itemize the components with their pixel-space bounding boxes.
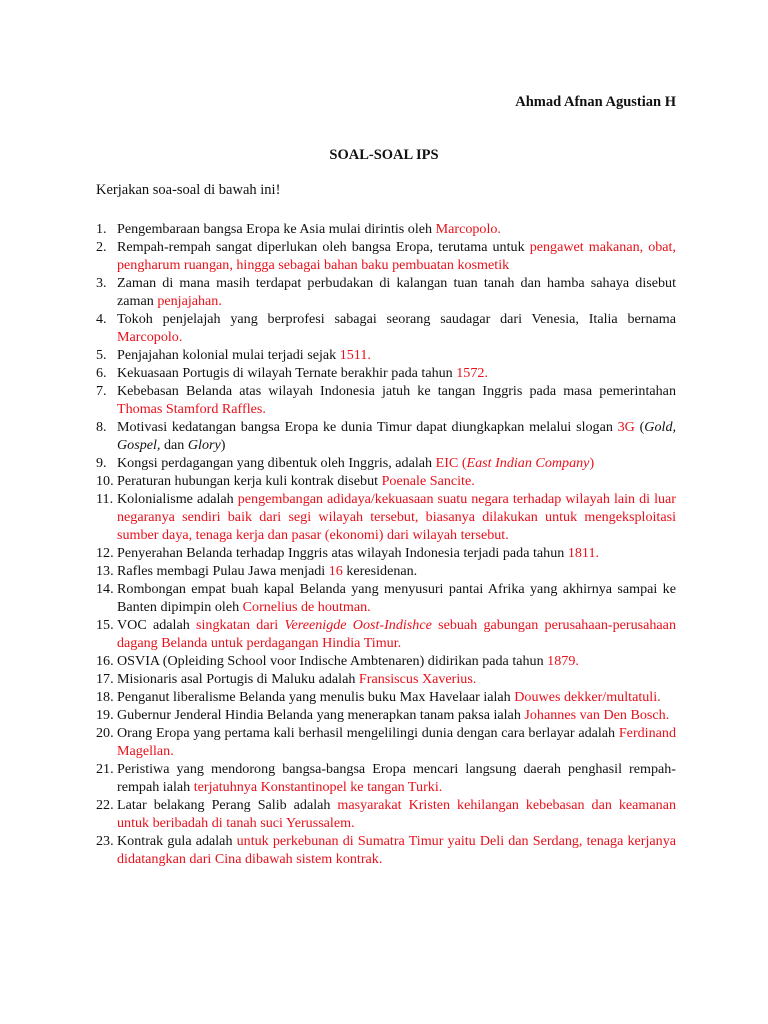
question-number: 18.	[96, 689, 114, 705]
question-item	[96, 616, 676, 652]
answer-text: Poenale Sancite.	[381, 473, 475, 489]
question-item	[96, 418, 676, 454]
question-text: Kongsi perdagangan yang dibentuk oleh Inggris, adalah	[117, 455, 436, 471]
answer-text: Vereenigde Oost-Indishce	[284, 617, 432, 633]
question-number: 23.	[96, 833, 114, 849]
question-item	[96, 688, 676, 706]
answer-text: 1572.	[456, 365, 488, 381]
question-number: 1.	[96, 221, 107, 237]
answer-text: masyarakat Kristen kehilangan kebebasan dan keamanan untuk beribadah di tanah suci Yerussalem.	[117, 797, 676, 831]
question-item	[96, 364, 676, 382]
question-text: Glory	[187, 437, 221, 453]
instructions: Kerjakan soa-soal di bawah ini!	[96, 182, 281, 198]
question-item	[96, 346, 676, 364]
question-number: 5.	[96, 347, 107, 363]
question-number: 21.	[96, 761, 114, 777]
answer-text: Johannes van Den Bosch.	[524, 707, 670, 723]
question-text: OSVIA (Opleiding School voor Indische Ambtenaren) didirikan pada tahun	[117, 653, 548, 669]
question-item	[96, 310, 676, 346]
answer-text: EIC (	[435, 455, 467, 471]
question-number: 12.	[96, 545, 114, 561]
question-text: Pengembaraan bangsa Eropa ke Asia mulai dirintis oleh	[117, 221, 436, 237]
question-text: Rafles membagi Pulau Jawa menjadi	[117, 563, 329, 579]
question-text: Peristiwa yang mendorong bangsa-bangsa Eropa mencari langsung daerah penghasil rempah-rempah ialah	[117, 761, 676, 795]
question-item	[96, 490, 676, 544]
question-item	[96, 580, 676, 616]
question-item	[96, 544, 676, 562]
answer-text: Ferdinand Magellan.	[117, 725, 676, 759]
question-text: dan	[160, 437, 188, 453]
question-text: keresidenan.	[342, 563, 418, 579]
answer-text: untuk perkebunan di Sumatra Timur yaitu Deli dan Serdang, tenaga kerjanya didatangkan dari Cina dibawah sistem kontrak.	[117, 833, 676, 867]
question-text: Latar belakang Perang Salib adalah	[117, 797, 338, 813]
question-number: 20.	[96, 725, 114, 741]
question-text: Penjajahan kolonial mulai terjadi sejak	[117, 347, 340, 363]
question-text: Zaman di mana masih terdapat perbudakan di kalangan tuan tanah dan hamba sahaya disebut zaman	[117, 275, 676, 309]
question-item	[96, 454, 676, 472]
question-item	[96, 832, 676, 868]
answer-text: 1879.	[547, 653, 579, 669]
question-item	[96, 652, 676, 670]
question-text: VOC adalah	[117, 617, 197, 633]
question-number: 8.	[96, 419, 107, 435]
question-text: Peraturan hubungan kerja kuli kontrak disebut	[117, 473, 382, 489]
question-number: 14.	[96, 581, 114, 597]
question-text: Kolonialisme adalah	[117, 491, 238, 507]
question-number: 6.	[96, 365, 107, 381]
question-text: Kontrak gula adalah	[117, 833, 237, 849]
question-number: 2.	[96, 239, 107, 255]
answer-text: East Indian Company	[466, 455, 590, 471]
question-number: 4.	[96, 311, 107, 327]
question-text: Rempah-rempah sangat diperlukan oleh bangsa Eropa, terutama untuk	[117, 239, 530, 255]
question-item	[96, 472, 676, 490]
answer-text: 1511.	[339, 347, 371, 363]
answer-text: pengawet makanan, obat, pengharum ruangan, hingga sebagai bahan baku pembuatan kosmetik	[117, 239, 676, 273]
answer-text: penjajahan.	[157, 293, 222, 309]
question-number: 10.	[96, 473, 114, 489]
question-number: 11.	[96, 491, 114, 507]
answer-text: sebuah gabungan perusahaan-perusahaan dagang Belanda untuk perdagangan Hindia Timur.	[117, 617, 676, 651]
question-number: 19.	[96, 707, 114, 723]
question-text: (	[634, 419, 645, 435]
question-item	[96, 724, 676, 760]
question-text: Penyerahan Belanda terhadap Inggris atas wilayah Indonesia terjadi pada tahun	[117, 545, 568, 561]
question-text: Misionaris asal Portugis di Maluku adalah	[117, 671, 359, 687]
answer-text: Cornelius de houtman.	[242, 599, 371, 615]
answer-text: 1811.	[567, 545, 600, 561]
answer-text: singkatan dari	[196, 617, 285, 633]
question-number: 22.	[96, 797, 114, 813]
question-item	[96, 796, 676, 832]
answer-text: 3G	[617, 419, 635, 435]
question-text: Motivasi kedatangan bangsa Eropa ke dunia Timur dapat diungkapkan melalui slogan	[117, 419, 618, 435]
question-text: Orang Eropa yang pertama kali berhasil mengelilingi dunia dengan cara berlayar adalah	[117, 725, 619, 741]
question-number: 16.	[96, 653, 114, 669]
question-text: Rombongan empat buah kapal Belanda yang menyusuri pantai Afrika yang akhirnya sampai ke Banten dipimpin oleh	[117, 581, 676, 615]
question-number: 13.	[96, 563, 114, 579]
question-item	[96, 274, 676, 310]
answer-text: terjatuhnya Konstantinopel ke tangan Turki.	[193, 779, 443, 795]
answer-text: Fransiscus Xaverius.	[358, 671, 477, 687]
answer-text: pengembangan adidaya/kekuasaan suatu negara terhadap wilayah lain di luar negaranya sendiri baik dari segi wilayah tersebut, biasanya dilakukan untuk mengeksploitasi sumber daya, tenaga kerja dan pasar (ekonomi) dari wilayah tersebut.	[117, 491, 676, 543]
question-text: Kebebasan Belanda atas wilayah Indonesia jatuh ke tangan Inggris pada masa pemerintahan	[117, 383, 676, 399]
answer-text: Marcopolo.	[435, 221, 501, 237]
question-text: )	[220, 437, 226, 453]
question-item	[96, 670, 676, 688]
question-item	[96, 760, 676, 796]
answer-text: Marcopolo.	[117, 329, 183, 345]
question-number: 17.	[96, 671, 114, 687]
answer-text: )	[589, 455, 595, 471]
question-text: Kekuasaan Portugis di wilayah Ternate berakhir pada tahun	[117, 365, 457, 381]
question-list	[96, 220, 676, 868]
question-text: Penganut liberalisme Belanda yang menulis buku Max Havelaar ialah	[117, 689, 515, 705]
question-text: Tokoh penjelajah yang berprofesi sabagai seorang saudagar dari Venesia, Italia bernama	[117, 311, 676, 327]
question-number: 7.	[96, 383, 107, 399]
author-name: Ahmad Afnan Agustian H	[515, 94, 676, 110]
question-number: 3.	[96, 275, 107, 291]
question-item	[96, 562, 676, 580]
answer-text: 16	[328, 563, 343, 579]
answer-text: Douwes dekker/multatuli.	[514, 689, 661, 705]
question-text: Gold, Gospel,	[117, 419, 677, 453]
question-number: 9.	[96, 455, 107, 471]
question-item	[96, 220, 676, 238]
answer-text: Thomas Stamford Raffles.	[117, 401, 266, 417]
page-title: SOAL-SOAL IPS	[329, 147, 439, 163]
question-number: 15.	[96, 617, 114, 633]
question-item	[96, 382, 676, 418]
question-item	[96, 238, 676, 274]
question-item	[96, 706, 676, 724]
question-text: Gubernur Jenderal Hindia Belanda yang menerapkan tanam paksa ialah	[117, 707, 525, 723]
